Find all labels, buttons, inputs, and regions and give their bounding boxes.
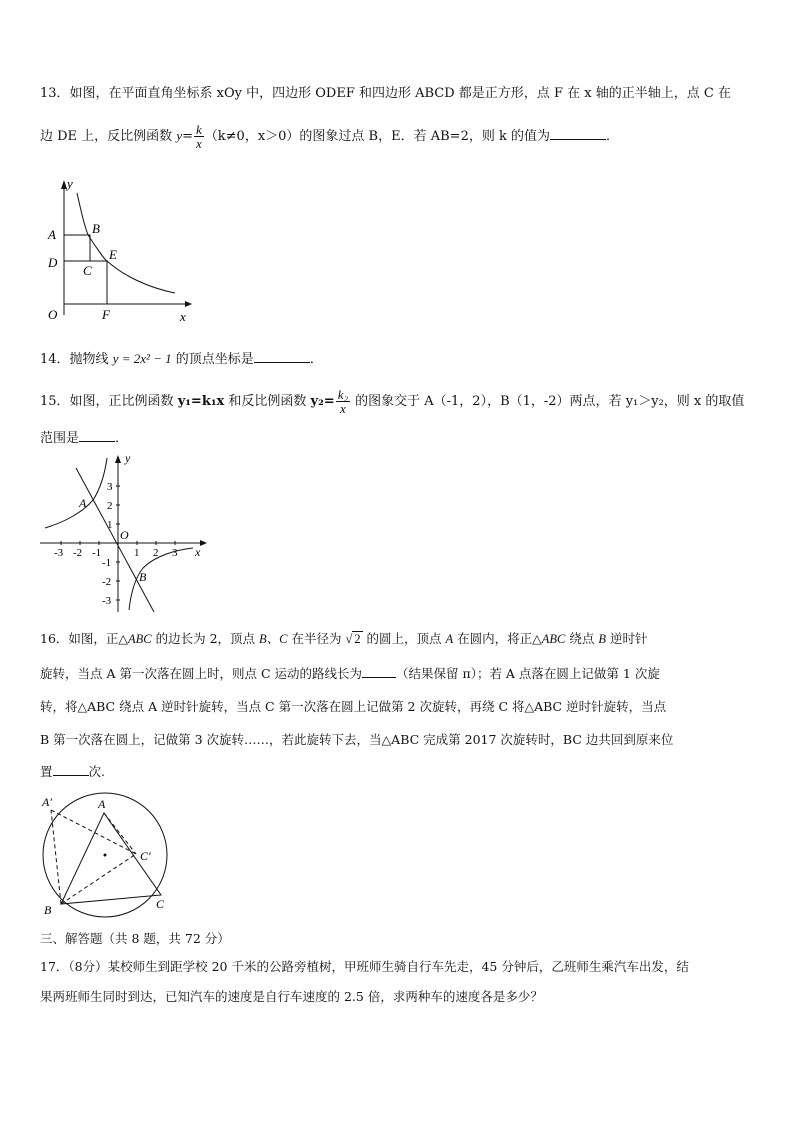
q15-xtick-1: 1 [134,547,140,559]
q13-label-F: F [102,307,110,322]
q14-answer-blank [254,350,310,363]
q15-line2: 范围是 ． [40,431,129,446]
section-heading: 三、解答题（共 8 题，共 72 分） [40,931,230,946]
q15-label-O: O [120,528,129,542]
q13-answer-blank [550,127,606,140]
q16-sqrt: √ 2 [345,632,361,646]
q16-line3: 转，将△ABC 绕点 A 逆时针旋转，当点 C 第一次落在圆上记做第 2 次旋转，再绕 C 将△ABC 逆时针旋转，当点 [40,699,667,714]
q15-ytick-2: 2 [107,500,113,512]
q15-ytick-neg2: -2 [102,576,112,588]
q15-ytick-neg1: -1 [102,557,112,569]
q15-xtick-2: 2 [153,547,159,559]
q15-line1: 15．如图，正比例函数 y₁=k₁x 和反比例函数 y₂= $\frac{\text{k₂}}{x}$ 的图象交于 A（-1，2），B（1，-2）两点，若 y₁＞y₂，则 x 的取值 [40,387,745,416]
q15-xtick-neg3: -3 [54,547,64,559]
q15-xtick-neg2: -2 [73,547,83,559]
q13-label-O: O [48,307,58,322]
q15-fraction: $\frac{\text{k₂}}{x}$ [337,387,348,416]
q15-answer-blank [79,429,115,442]
q15-xtick-neg1: -1 [92,547,102,559]
q15-label-B: B [139,570,147,584]
q16-line4: B 第一次落在圆上，记做第 3 次旋转……，若此旋转下去，当△ABC 完成第 2017 次旋转时，BC 边共回到原来位 [40,732,674,747]
q16-answer-blank-1 [362,665,396,678]
q13-line1: 13．如图，在平面直角坐标系 xOy 中，四边形 ODEF 和四边形 ABCD 都是正方形，点 F 在 x 轴的正半轴上，点 C 在 [40,86,731,101]
q15-ytick-neg3: -3 [102,595,112,607]
q14-formula: y = 2x² − 1 [112,351,172,366]
q16-label-A-prime: A′ [42,795,52,809]
q15-xtick-3: 3 [172,547,178,559]
q15-label-x: x [195,545,201,559]
q13-label-D: D [48,255,58,270]
q13-label-B: B [92,221,100,236]
q16-label-A: A [98,797,106,811]
q17-line2: 果两班师生同时到达，已知汽车的速度是自行车速度的 2.5 倍，求两种车的速度各是多少？ [40,989,543,1004]
q16-figure [30,790,190,920]
q13-label-y: y [67,176,73,191]
q15-ytick-3: 3 [107,481,113,493]
q16-line2: 旋转，当点 A 第一次落在圆上时，则点 C 运动的路线长为 （结果保留 π）；若 A 点落在圆上记做第 1 次旋 [40,666,660,681]
q13-fraction: $\frac{k}{x}$ [196,122,202,151]
q15-label-A: A [79,496,87,510]
q13-label-C: C [83,263,92,278]
q14-line: 14．抛物线 y = 2x² − 1 的顶点坐标是 ． [40,351,323,367]
q16-line1: 16．如图，正△ABC 的边长为 2，顶点 B、C 在半径为 √ 2 的圆上，顶点 A 在圆内，将正△ABC 绕点 B 逆时针 [40,631,648,646]
q13-figure [30,175,200,325]
q15-ytick-1: 1 [107,519,113,531]
q17-line1: 17．（8分）某校师生到距学校 20 千米的公路旁植树，甲班师生骑自行车先走，45 分钟后，乙班师生乘汽车出发，结 [40,959,689,974]
q13-label-E: E [109,247,117,262]
q13-label-A: A [48,227,56,242]
q16-label-B: B [44,903,52,917]
q15-figure [35,450,210,615]
q16-label-C: C [156,897,165,911]
q16-answer-blank-2 [53,763,89,776]
q13-line2: 边 DE 上，反比例函数 y= $\frac{k}{x}$ （k≠0，x＞0）的图象过点 B，E．若 AB=2，则 k 的值为 ． [40,122,619,151]
q16-line5: 置 次. [40,764,105,779]
q15-label-y: y [125,451,131,465]
q13-label-x: x [180,309,186,324]
q16-label-C-prime: C′ [140,849,151,863]
